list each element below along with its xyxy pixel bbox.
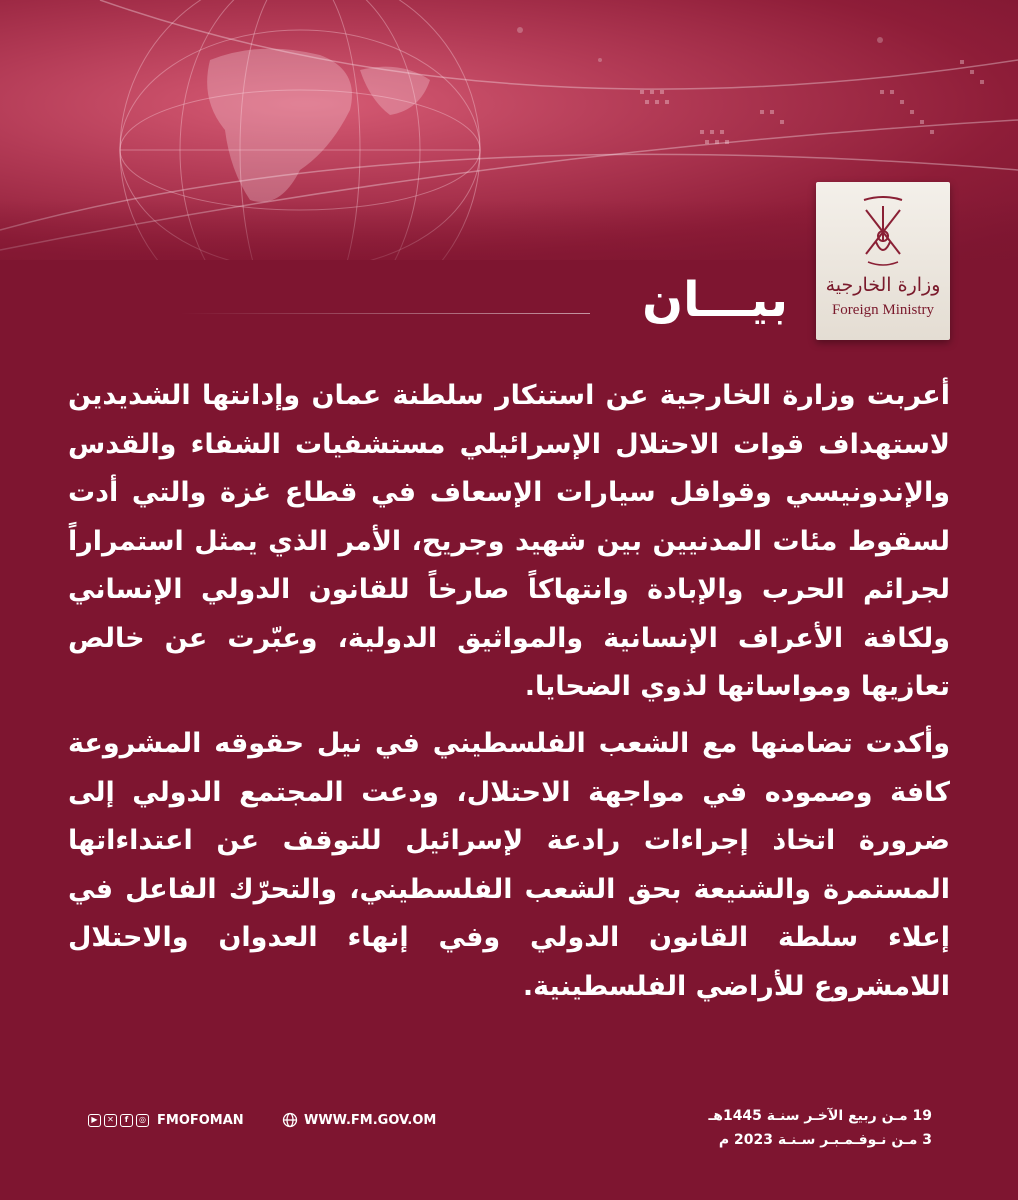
statement-paragraph-2: وأكدت تضامنها مع الشعب الفلسطيني في نيل حقوقه المشروعة كافة وصموده في مواجهة الاحتلال، ودعت المجتمع الدولي إلى ضرورة اتخاذ إجراءات رادعة لإسرائيل للتوقف عن اعتداءاتها المستمرة والشنيعة بحق الشعب الفلسطيني، والتحرّك الفاعل في إعلاء سلطة القانون الدولي وفي إنهاء العدوان والاحتلال اللامشروع للأراضي الفلسطينية. [68,728,950,1002]
x-icon[interactable]: ✕ [104,1114,117,1127]
website-url: WWW.FM.GOV.OM [304,1112,437,1128]
logo-english-name: Foreign Ministry [831,302,935,318]
gregorian-date: 3 مـن نـوفـمـبـر سـنـة 2023 م [718,1132,932,1148]
facebook-icon[interactable]: f [120,1114,133,1127]
social-handle[interactable]: FMOFOMAN [157,1112,244,1128]
globe-icon [282,1112,298,1128]
ministry-logo [816,182,950,340]
instagram-icon[interactable]: ◎ [136,1114,149,1127]
footer-dates [708,1104,932,1152]
social-links [88,1108,244,1132]
logo-arabic-name: وزارة الخارجية [825,274,941,296]
hijri-date: 19 مـن ربيع الآخـر سنـة 1445هـ [708,1108,932,1124]
website-link[interactable] [282,1108,436,1132]
youtube-icon[interactable]: ▶ [88,1114,101,1127]
title-divider [180,313,590,314]
statement-paragraph-1: أعربت وزارة الخارجية عن استنكار سلطنة عمان وإدانتها الشديدين لاستهداف قوات الاحتلال الإسرائيلي مستشفيات الشفاء والقدس والإندونيسي وقوافل سيارات الإسعاف في قطاع غزة والتي أدت لسقوط مئات المدنيين بين شهيد وجريح، الأمر الذي يمثل استمراراً لجرائم الحرب والإبادة وانتهاكاً صارخاً للقانون الدولي الإنساني ولكافة الأعراف الإنسانية والمواثيق الدولية، وعبّرت عن خالص تعازيها ومواساتها لذوي الضحايا. [68,380,950,702]
khanjar-emblem-icon [858,196,908,268]
statement-title: بيـــان [642,272,788,328]
